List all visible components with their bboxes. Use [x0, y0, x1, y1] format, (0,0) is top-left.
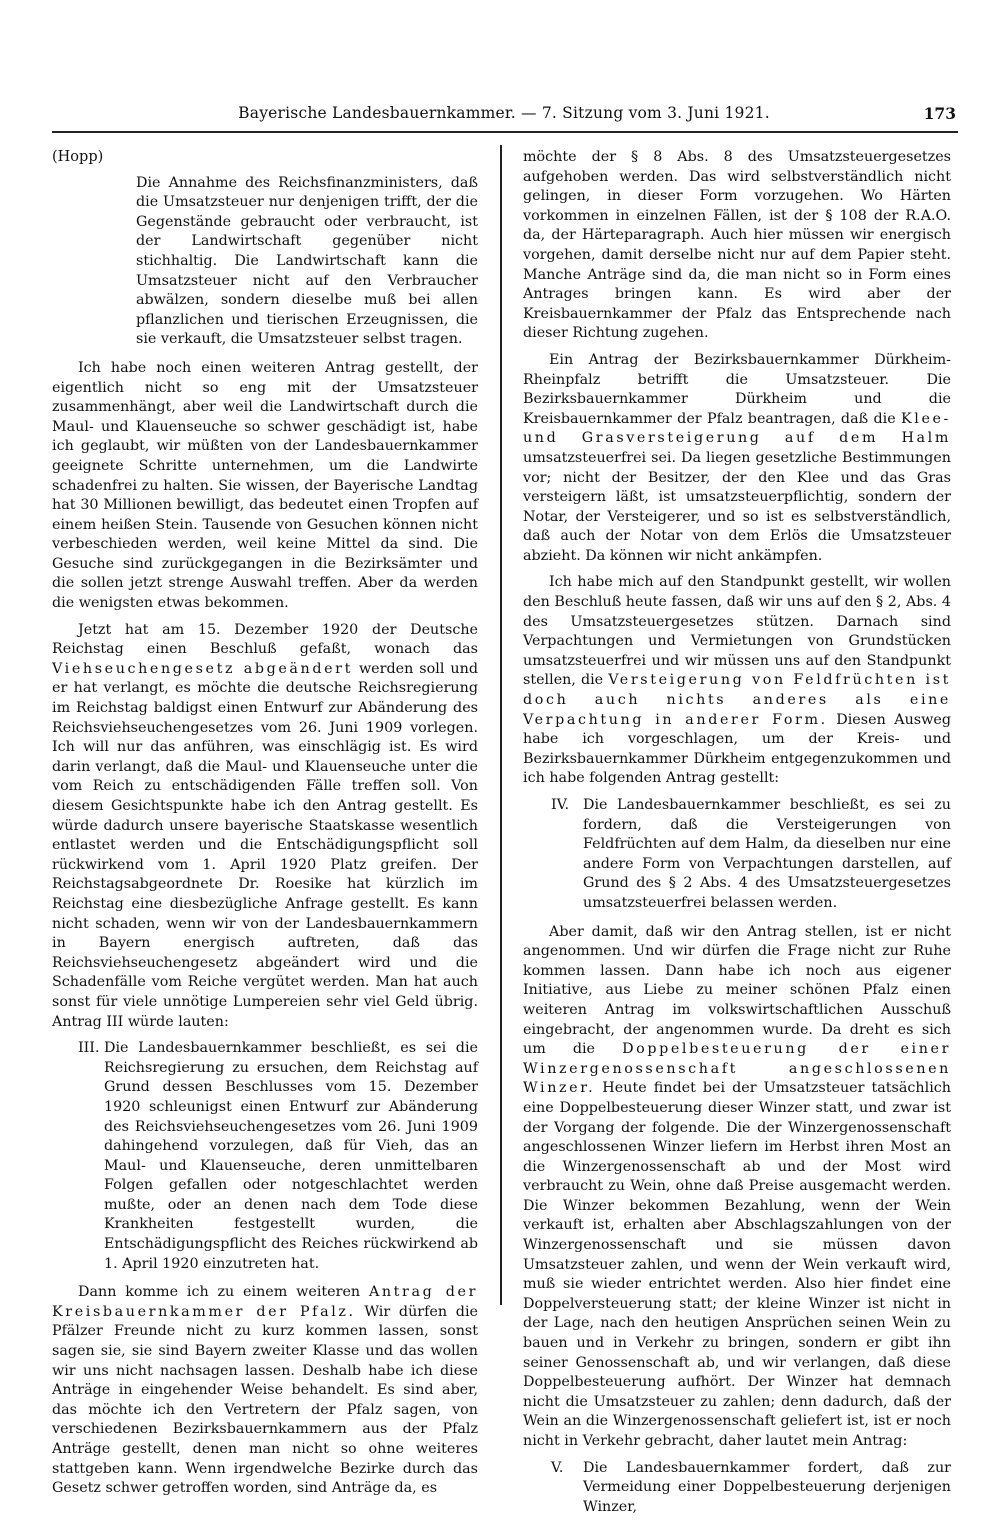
speaker-name: (Hopp)	[52, 149, 104, 165]
text-run: Jetzt hat am 15. Dezember 1920 der Deutsche Reichstag einen Beschluß gefaßt, wonach das	[52, 621, 478, 658]
text-run: Ein Antrag der Bezirksbauernkammer Dürkheim-Rheinpfalz betrifft die Umsatzsteuer. Die Bezirksbauernkammer Dürkheim und die Kreisbauernkammer der Pfalz beantragen, daß die	[523, 351, 951, 427]
text-run: Ich habe mich auf den Standpunkt gestellt, wir wollen den Beschluß heute fassen, daß wir uns auf den § 2, Abs. 4 des Umsatzsteuergesetzes stützen. Darnach sind Verpachtungen und Vermietungen von Grundstücken umsatzsteuerfrei und wir müssen uns auf den Standpunkt stellen, die	[523, 574, 951, 689]
text-run: Diesen Ausweg habe ich vorgeschlagen, um der Kreis- und Bezirksbauernkammer Dürkheim entgegenzukommen und ich habe folgenden Antrag gestellt:	[523, 711, 951, 787]
spaced-emphasis: Versteigerung von Feldfrüchten ist doch auch nichts anderes als eine Verpachtung in anderer Form.	[523, 672, 951, 728]
paragraph	[523, 573, 951, 789]
page-number: 173	[923, 104, 956, 123]
motion-v	[523, 1459, 951, 1518]
paragraph	[52, 621, 478, 1032]
text-run: Heute findet bei der Umsatzsteuer tatsächlich eine Doppelbesteuerung dieser Winzer statt, und zwar ist der Vorgang der folgende. Die der Winzergenossenschaft angeschlossenen Winzer liefern im Herbst ihren Most an die Winzergenossenschaft ab und der Most wird verbraucht zu Wein, ohne daß Preise ausgemacht werden. Die Winzer bekommen Bezahlung, wenn der Wein verkauft ist, erhalten aber Abschlagszahlungen von der Winzergenossenschaft und sie müssen davon Umsatzsteuer zahlen, und wenn der Wein verkauft wird, muß sie wieder entrichtet werden. Also hier findet eine Doppelversteuerung statt; der kleine Winzer ist nicht in der Lage, nach den heutigen Ansprüchen seinen Wein zu bauen und in Verkehr zu bringen, sondern er gibt ihn seiner Genossenschaft ab, und wir verlangen, daß diese Doppelbesteuerung aufhört. Der Winzer hat demnach nicht die Umsatzsteuer zu zahlen; denn dadurch, daß der Wein an die Winzergenossenschaft geliefert ist, ist er noch nicht in Verkehr gebracht, daher lautet mein Antrag:	[523, 1080, 951, 1449]
text-run: Dann komme ich zu einem weiteren	[78, 1284, 369, 1301]
motion-number: V.	[551, 1459, 564, 1476]
running-header	[50, 104, 958, 128]
spaced-emphasis: Doppelbesteuerung der einer Winzergenossenschaft angeschlossenen Winzer.	[523, 1041, 952, 1097]
motion-text: Die Landesbauernkammer beschließt, es sei zu fordern, daß die Versteigerungen von Feldfrüchten auf dem Halm, da dieselben nur eine andere Form von Verpachtungen darstellen, auf Grund des § 2 Abs. 4 des Umsatzsteuergesetzes umsatzsteuerfrei belassen werden.	[583, 797, 951, 911]
text-run: umsatzsteuerfrei sei. Da liegen gesetzliche Bestimmungen vor; nicht der Besitzer, der den Klee und das Gras versteigern läßt, ist umsatzsteuerpflichtig, sondern der Notar, der Versteigerer, und so ist es selbstverständlich, daß auch der Notar von dem Erlös die Umsatzsteuer abzieht. Da können wir nicht ankämpfen.	[523, 449, 951, 564]
text-run: Aber damit, daß wir den Antrag stellen, ist er nicht angenommen. Und wir dürfen die Frage nicht zur Ruhe kommen lassen. Dann habe ich noch aus eigener Initiative, aus Liebe zu meiner schönen Pfalz einen weiteren Antrag im volkswirtschaftlichen Ausschuß eingebracht, der angenommen wurde. Da dreht es sich um die	[523, 923, 951, 1058]
right-column	[523, 148, 951, 1526]
spaced-emphasis: Viehseuchengesetz abgeändert	[52, 660, 353, 677]
paragraph: möchte der § 8 Abs. 8 des Umsatzsteuergesetzes aufgehoben werden. Das wird selbstverständlich nicht gelingen, in dieser Form vorzugehen. Wo Härten vorkommen in einzelnen Fällen, ist der § 108 der R.A.O. da, der Härteparagraph. Auch hier müssen wir energisch vorgehen, damit derselbe nicht nur auf dem Papier steht. Manche Anträge sind da, die man nicht so in Form eines Antrages bringen kann. Es wird aber der Kreisbauernkammer der Pfalz das Entsprechende nach dieser Richtung zugehen.	[523, 149, 951, 342]
motion-iv	[523, 796, 951, 914]
text-run: werden soll und er hat verlangt, es möchte die deutsche Reichsregierung im Reichstag baldigst einen Entwurf zur Abänderung des Reichsviehseuchengesetzes vom 26. Juni 1909 vorlegen. Ich will nur das anführen, was einschlägig ist. Es wird darin verlangt, daß die Maul- und Klauenseuche unter die vom Reich zu entschädigenden Fälle treffen soll. Von diesem Gesichtspunkte habe ich den Antrag gestellt. Es würde dadurch unsere bayerische Staatskasse wesentlich entlastet werden und die Entschädigungspflicht soll rückwirkend vom 1. April 1920 Platz greifen. Der Reichstagsabgeordnete Dr. Roesike hat kürzlich im Reichstag eine diesbezügliche Anfrage gestellt. Es kann nicht schaden, wenn wir von der Landesbauernkammern in Bayern energisch auftreten, daß das Reichsviehseuchengesetz abgeändert wird und die Schadenfälle vom Reiche vergütet werden. Man hat auch sonst für viele unnötige Lumpereien sehr viel Geld übrig. Antrag III würde lauten:	[52, 660, 478, 1030]
column-divider	[500, 145, 502, 1305]
motion-number: IV.	[551, 797, 570, 813]
motion-text: Die Landesbauernkammer beschließt, es sei die Reichsregierung zu ersuchen, dem Reichstag auf Grund dessen Beschlusses vom 15. Dezember 1920 schleunigst einen Entwurf zur Abänderung des Reichsviehseuchengesetzes vom 26. Juni 1909 dahingehend vorzulegen, daß für Vieh, das an Maul- und Klauenseuche, deren unmittelbaren Folgen gefallen oder notgeschlachtet werden mußte, oder an denen nach dem Tode diese Krankheiten festgestellt wurden, die Entschädigungspflicht des Reiches rückwirkend ab 1. April 1920 einzutreten hat.	[104, 1040, 478, 1272]
paragraph	[523, 923, 951, 1452]
text-run: Wir dürfen die Pfälzer Freunde nicht zu kurz kommen lassen, sonst sagen sie, sie sind Bayern zweiter Klasse und das wollen wir uns nicht nachsagen lassen. Deshalb habe ich diese Anträge in eingehender Weise behandelt. Es sind aber, das möchte ich den Vertretern der Pfalz sagen, von verschiedenen Bezirksbauernkammern aus der Pfalz Anträge gestellt, denen man nicht so ohne weiteres stattgeben kann. Wenn irgendwelche Bezirke durch das Gesetz schwer getroffen worden, sind Anträge da, es	[52, 1303, 478, 1497]
paragraph	[523, 351, 951, 567]
header-title: Bayerische Landesbauernkammer. — 7. Sitzung vom 3. Juni 1921.	[238, 104, 770, 122]
motion-iii	[52, 1039, 478, 1274]
quoted-statement: Die Annahme des Reichsfinanzministers, daß die Umsatzsteuer nur denjenigen trifft, der die Gegenstände gebraucht oder verbraucht, ist der Landwirtschaft gegenüber nicht stichhaltig. Die Landwirtschaft kann die Umsatzsteuer nicht auf den Verbraucher abwälzen, sondern dieselbe muß bei allen pflanzlichen und tierischen Erzeugnissen, die sie verkauft, die Umsatzsteuer selbst tragen.	[136, 174, 478, 348]
motion-text: Die Landesbauernkammer fordert, daß zur Vermeidung einer Doppelbesteuerung derjenigen Winzer,	[583, 1459, 951, 1515]
spaced-emphasis: Klee- und Grasversteigerung auf dem Halm	[523, 410, 951, 447]
paragraph: Ich habe noch einen weiteren Antrag gestellt, der eigentlich nicht so eng mit der Umsatzsteuer zusammenhängt, aber weil die Landwirtschaft durch die Maul- und Klauenseuche so schwer geschädigt ist, habe ich geglaubt, wir müßten von der Landesbauernkammer geeignete Schritte unternehmen, um die Landwirte schadenfrei zu halten. Sie wissen, der Bayerische Landtag hat 30 Millionen bewilligt, das bedeutet einen Tropfen auf einem heißen Stein. Tausende von Gesuchen können nicht verbeschieden werden, weil keine Mittel da sind. Die Gesuche sind zurückgegangen in die Bezirksämter und die sollen jetzt strenge Auswahl treffen. Aber da werden die wenigsten etwas bekommen.	[52, 359, 478, 612]
motion-number: III.	[78, 1040, 100, 1057]
spaced-emphasis: Antrag der Kreisbauernkammer der Pfalz.	[52, 1284, 479, 1320]
left-column	[52, 148, 478, 1506]
paragraph	[52, 1283, 478, 1499]
header-rule	[52, 131, 958, 133]
